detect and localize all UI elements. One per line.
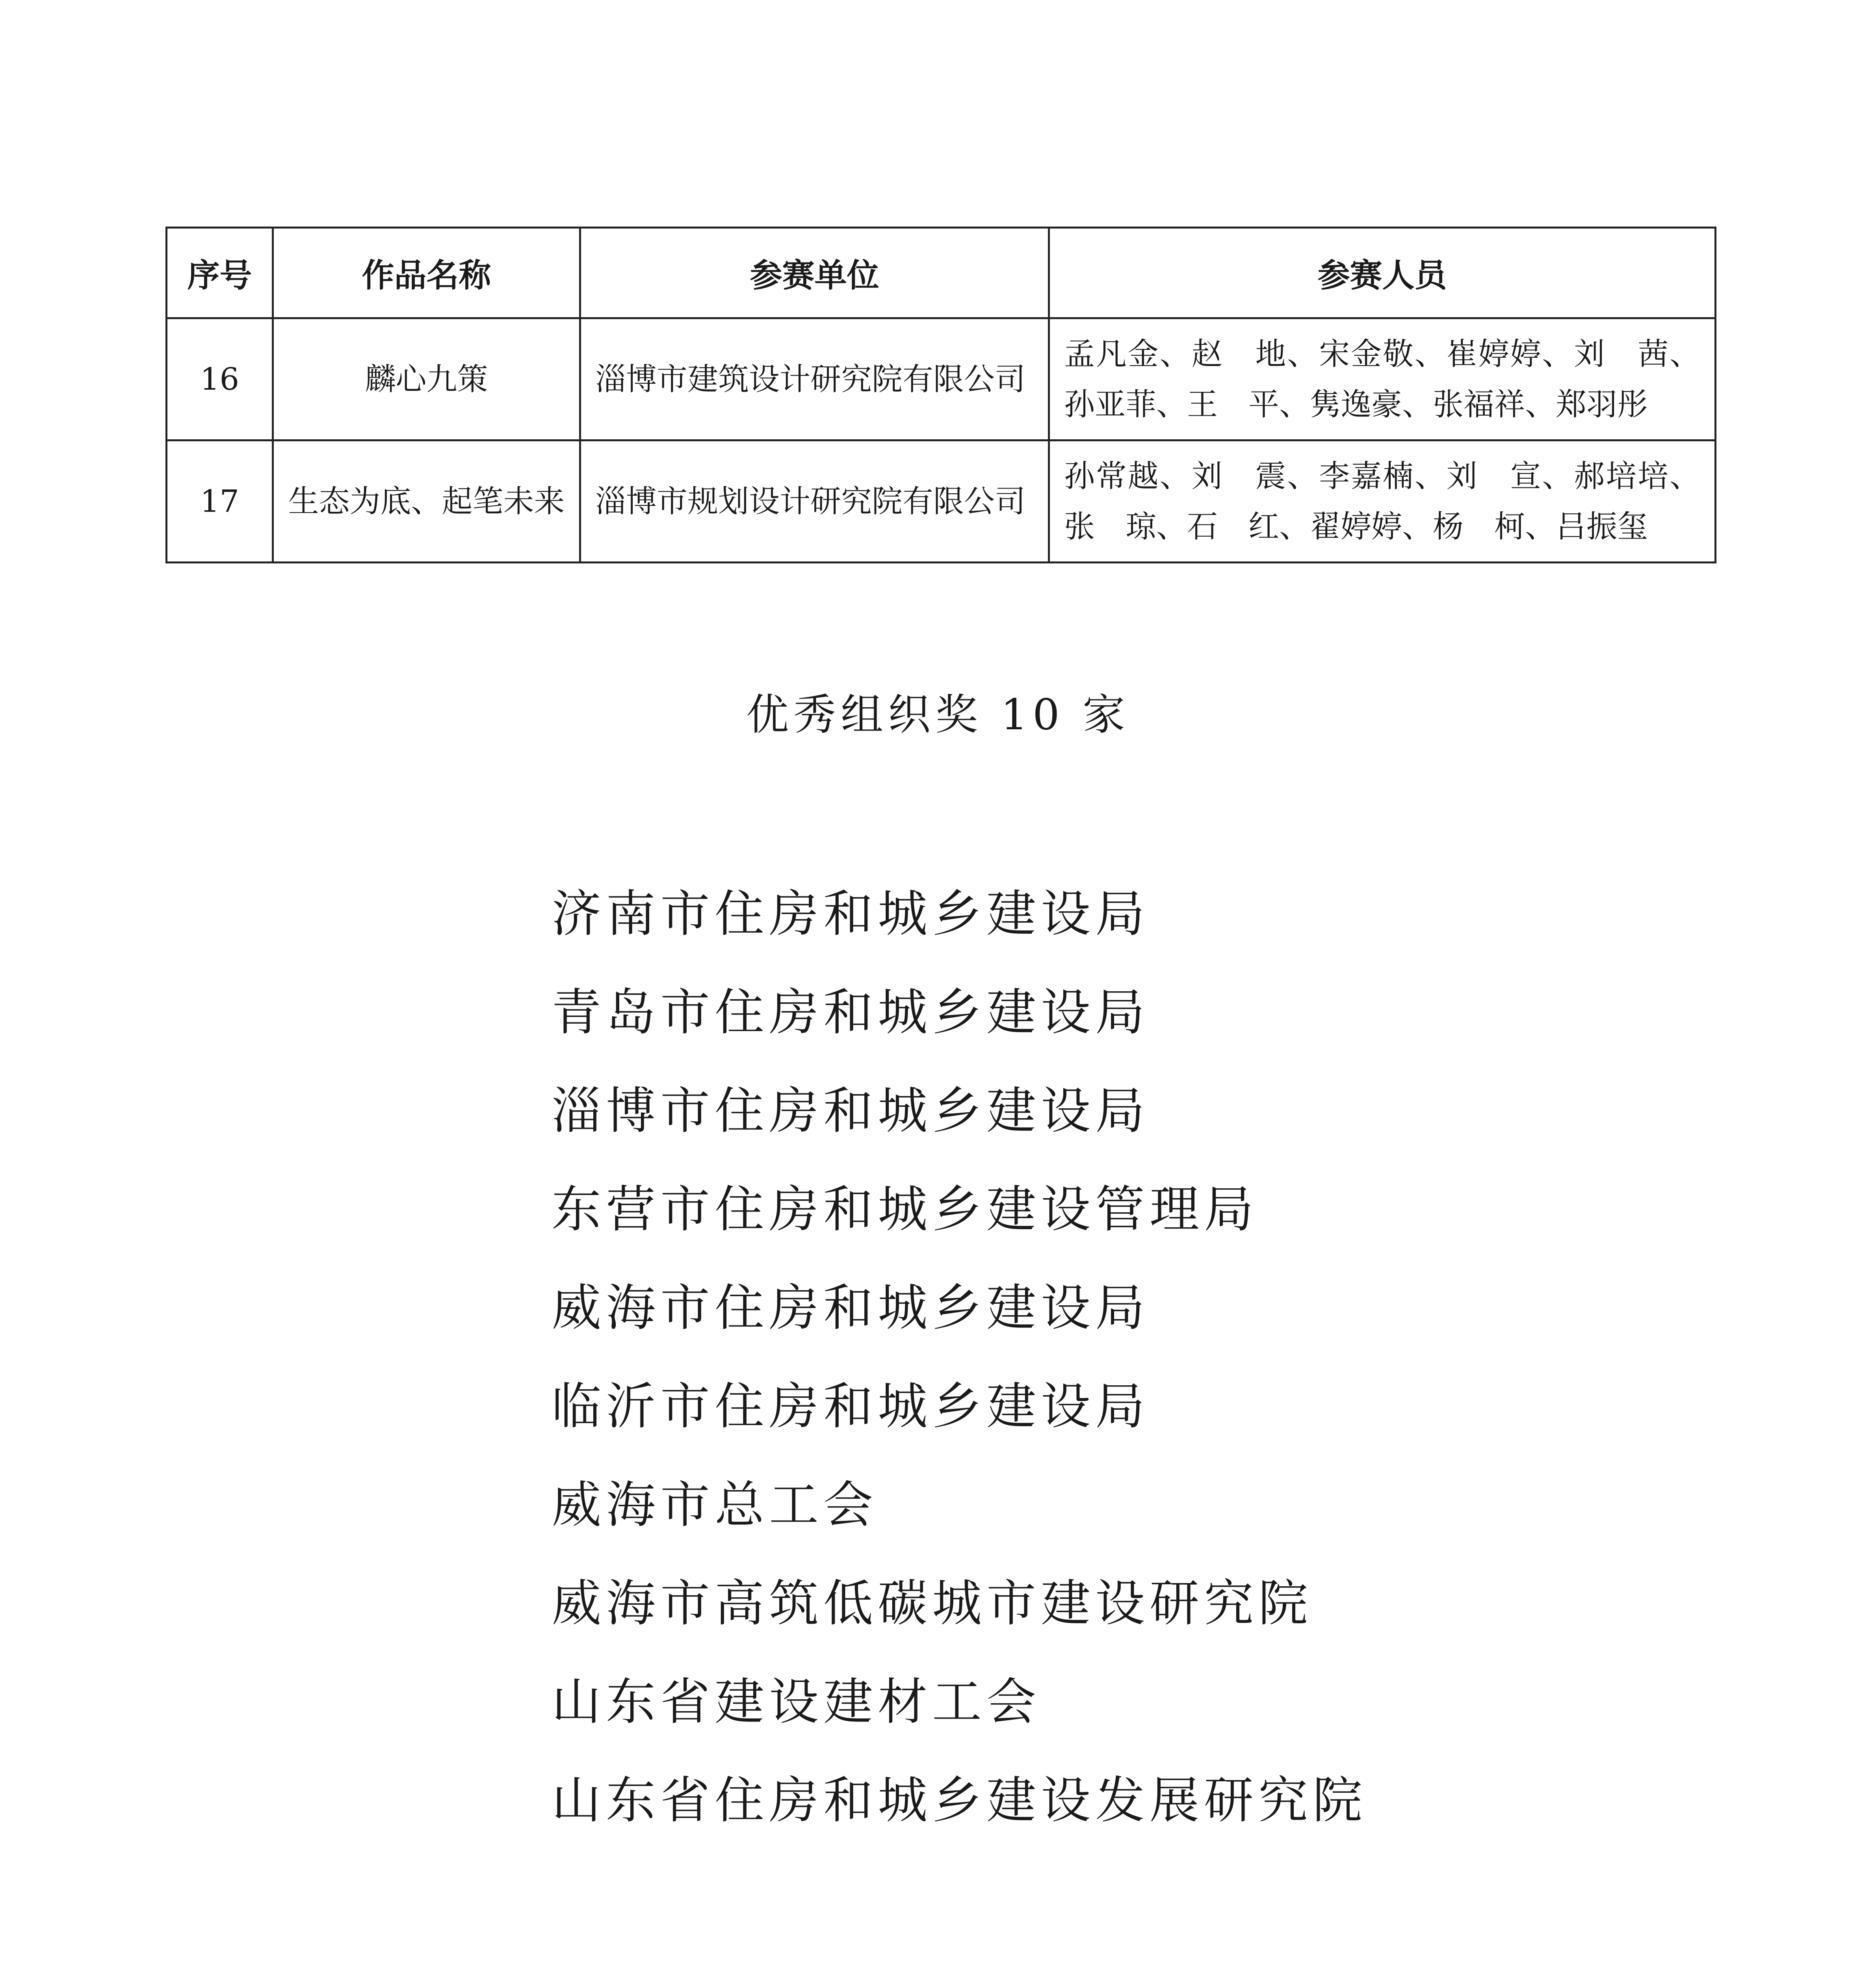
row-participating-unit: 淄博市规划设计研究院有限公司 [580,440,1049,563]
row-participating-unit: 淄博市建筑设计研究院有限公司 [580,318,1049,440]
row-participants: 孙常越、刘 震、李嘉楠、刘 宣、郝培培、张 琼、石 红、翟婷婷、杨 柯、吕振玺 [1049,440,1716,563]
section-title: 优秀组织奖 10 家 [746,690,1130,740]
row-participants: 孟凡金、赵 地、宋金敬、崔婷婷、刘 茜、孙亚菲、王 平、隽逸豪、张福祥、郑羽彤 [1049,318,1716,440]
list-item: 青岛市住房和城乡建设局 [552,983,1150,1041]
row-work-title: 生态为底、起笔未来 [273,440,580,563]
list-item: 威海市高筑低碳城市建设研究院 [552,1574,1313,1632]
list-item: 山东省建设建材工会 [552,1673,1041,1731]
list-item: 淄博市住房和城乡建设局 [552,1082,1150,1140]
row-serial-number: 16 [167,318,273,440]
list-item: 威海市总工会 [552,1476,878,1534]
list-item: 威海市住房和城乡建设局 [552,1279,1150,1337]
organization-list [552,883,1367,1868]
table-row [167,440,1716,563]
award-table [165,227,1716,563]
table-row [167,318,1716,440]
header-participating-unit: 参赛单位 [580,228,1049,318]
header-participants: 参赛人员 [1049,228,1716,318]
list-item: 临沂市住房和城乡建设局 [552,1377,1150,1435]
row-serial-number: 17 [167,440,273,563]
table-header-row [167,228,1716,318]
list-item: 济南市住房和城乡建设局 [552,885,1150,943]
header-serial-number: 序号 [167,228,273,318]
list-item: 东营市住房和城乡建设管理局 [552,1180,1258,1238]
row-work-title: 麟心九策 [273,318,580,440]
list-item: 山东省住房和城乡建设发展研究院 [552,1771,1367,1829]
header-work-title: 作品名称 [273,228,580,318]
